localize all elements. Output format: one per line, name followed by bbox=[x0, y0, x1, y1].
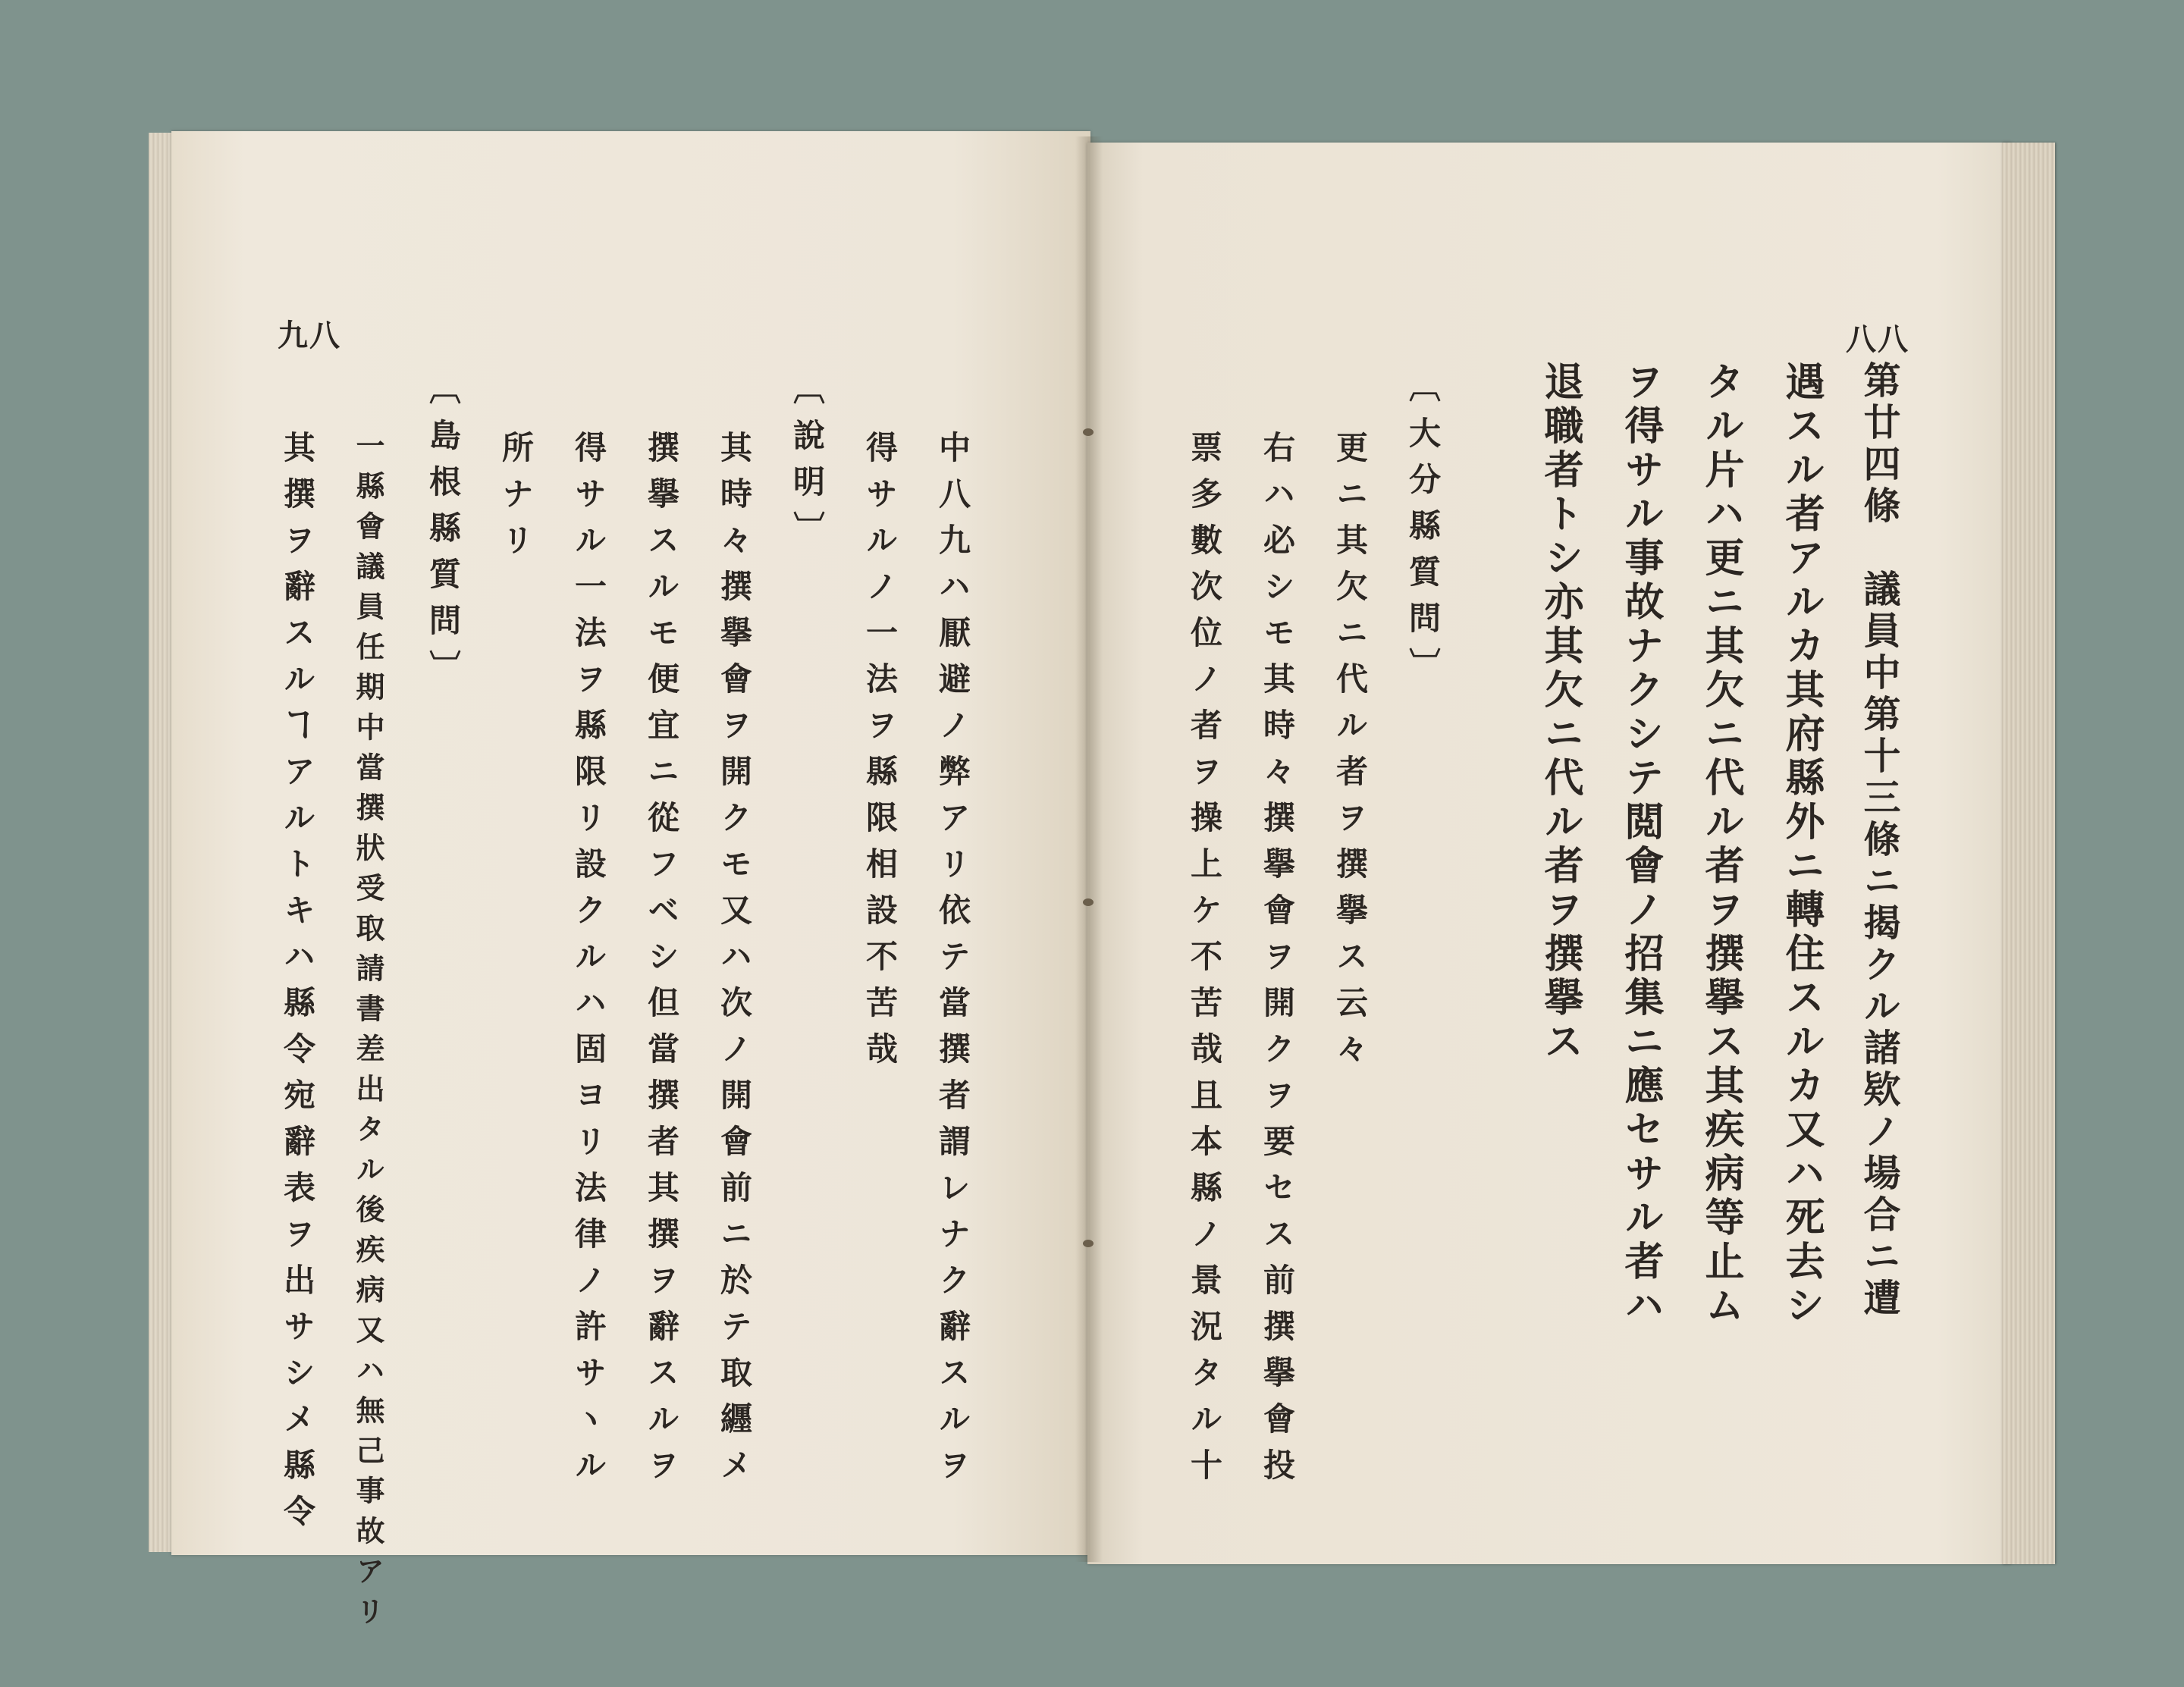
right-column-9: 票多數次位ノ者ヲ操上ケ不苦哉且本縣ノ景況タル十 bbox=[1186, 431, 1223, 1494]
right-column-6: 〔大分縣質問〕 bbox=[1404, 370, 1442, 694]
left-column-6: 得サル一法ヲ縣限リ設クルハ固ヨリ法律ノ許サヽル bbox=[570, 431, 607, 1494]
right-column-2: 遇スル者アルカ其府縣外ニ轉住スルカ又ハ死去シ bbox=[1778, 361, 1825, 1328]
left-column-8: 〔島根縣質問〕 bbox=[425, 372, 462, 696]
right-column-1: 第廿四條 議員中第十三條ニ揭クル諸欵ノ場合ニ遭 bbox=[1858, 361, 1902, 1320]
left-column-5: 撰擧スルモ便宜ニ從フベシ但當撰者其撰ヲ辭スルヲ bbox=[643, 431, 680, 1494]
left-column-10: 其撰ヲ辭スルヿアルトキハ縣令宛辭表ヲ出サシメ縣令 bbox=[279, 431, 316, 1541]
left-column-4: 其時々撰擧會ヲ開クモ又ハ次ノ開會前ニ於テ取纒メ bbox=[716, 431, 753, 1494]
right-page-number: 八八 bbox=[1846, 321, 1909, 357]
left-page bbox=[171, 131, 1090, 1636]
left-column-1: 中八九ハ厭避ノ弊アリ依テ當撰者謂レナク辭スルヲ bbox=[934, 431, 971, 1494]
right-column-4: ヲ得サル事故ナクシテ閲會ノ招集ニ應セサル者ハ bbox=[1618, 361, 1664, 1328]
right-page-edges bbox=[2002, 143, 2055, 1564]
left-column-3: 〔說明〕 bbox=[789, 372, 826, 557]
right-column-5: 退職者トシ亦其欠ニ代ル者ヲ撰擧ス bbox=[1537, 361, 1583, 1065]
left-page-number: 九八 bbox=[278, 318, 341, 353]
right-column-8: 右ハ必シモ其時々撰擧會ヲ開クヲ要セス前撰擧會投 bbox=[1259, 431, 1296, 1494]
left-page-edge bbox=[149, 133, 173, 1552]
right-page bbox=[1087, 143, 2011, 1564]
binding-hole bbox=[1083, 1240, 1094, 1247]
right-column-7: 更ニ其欠ニ代ル者ヲ撰擧ス云々 bbox=[1332, 431, 1369, 1078]
binding-hole bbox=[1083, 428, 1094, 436]
binding-hole bbox=[1083, 898, 1094, 906]
right-column-3: タル片ハ更ニ其欠ニ代ル者ヲ撰擧ス其疾病等止ム bbox=[1698, 361, 1744, 1328]
left-column-7: 所ナリ bbox=[497, 431, 535, 569]
book-gutter bbox=[1075, 136, 1103, 1562]
left-column-9: 一縣會議員任期中當撰狀受取請書差出タル後疾病又ハ無己事故アリ bbox=[351, 431, 385, 1636]
left-column-2: 得サルノ一法ヲ縣限相設不苦哉 bbox=[861, 431, 899, 1078]
